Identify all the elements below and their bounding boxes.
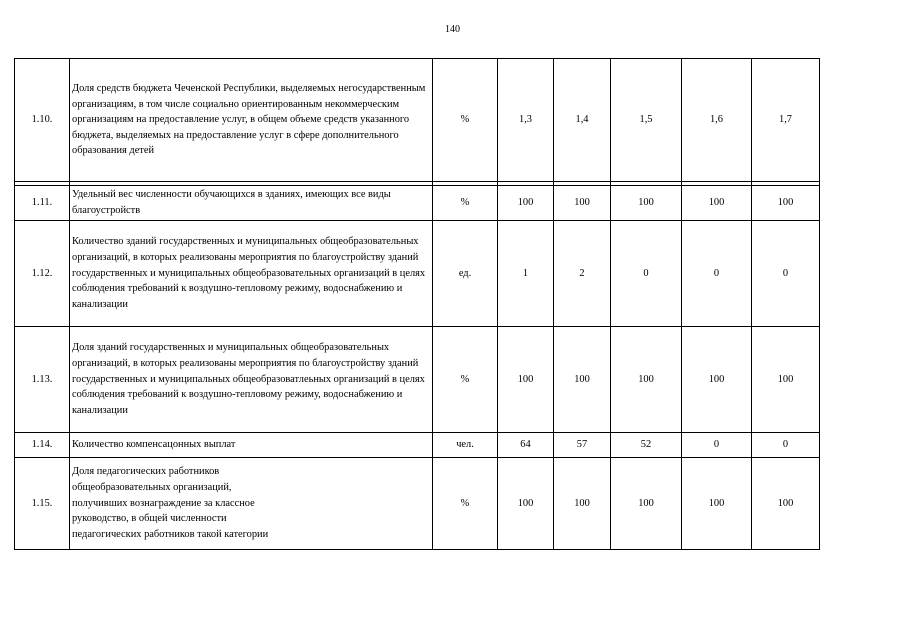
- row-value-1: 1,3: [498, 59, 554, 182]
- row-description-line: Доля педагогических работников: [72, 466, 220, 478]
- row-value-3: 100: [611, 186, 682, 221]
- row-value-5: 0: [752, 221, 820, 327]
- row-number: 1.10.: [15, 59, 70, 182]
- row-description-line: общеобразовательных организаций,: [72, 482, 232, 494]
- row-description-line: получивших вознаграждение за классное: [72, 497, 255, 509]
- row-value-5: 0: [752, 433, 820, 458]
- row-value-3: 100: [611, 327, 682, 433]
- row-value-1: 100: [498, 186, 554, 221]
- row-value-3: 1,5: [611, 59, 682, 182]
- row-number: 1.15.: [15, 458, 70, 550]
- row-value-4: 100: [682, 186, 752, 221]
- row-value-2: 57: [554, 433, 611, 458]
- row-unit: %: [433, 59, 498, 182]
- row-number: 1.11.: [15, 186, 70, 221]
- row-description-line: педагогических работников такой категории: [72, 528, 269, 540]
- row-unit: %: [433, 327, 498, 433]
- row-value-4: 100: [682, 327, 752, 433]
- row-value-1: 100: [498, 458, 554, 550]
- row-description: Количество компенсацонных выплат: [70, 433, 433, 458]
- row-description-line: руководство, в общей численности: [72, 513, 227, 525]
- table-row: [15, 327, 820, 433]
- row-value-5: 100: [752, 327, 820, 433]
- row-description: Доля средств бюджета Чеченской Республики, выделяемых негосударственным организациям, в том числе социально ориентированным некоммерческим организациям на предоставление услуг, в общем объеме средств указанного бюджета, выделяемых на предоставление услуг в сфере дополнительного образования детей: [70, 59, 433, 182]
- row-value-2: 100: [554, 186, 611, 221]
- page-number: 140: [445, 24, 460, 35]
- row-value-4: 0: [682, 221, 752, 327]
- row-number: 1.14.: [15, 433, 70, 458]
- table-row: [15, 433, 820, 458]
- row-description: Количество зданий государственных и муниципальных общеобразовательных организаций, в которых реализованы мероприятия по благоустройству зданий государственных и муниципальных общеобразовательных организаций в целях соблюдения требований к воздушно-тепловому режиму, водоснабжению и канализации: [70, 221, 433, 327]
- row-value-1: 64: [498, 433, 554, 458]
- row-value-5: 1,7: [752, 59, 820, 182]
- row-value-4: 0: [682, 433, 752, 458]
- row-description: Удельный вес численности обучающихся в зданиях, имеющих все виды благоустройств: [70, 186, 433, 221]
- row-unit: %: [433, 186, 498, 221]
- row-unit: ед.: [433, 221, 498, 327]
- row-value-5: 100: [752, 458, 820, 550]
- table-row: [15, 221, 820, 327]
- row-value-1: 100: [498, 327, 554, 433]
- row-number: 1.12.: [15, 221, 70, 327]
- table-row: [15, 59, 820, 182]
- row-unit: чел.: [433, 433, 498, 458]
- indicators-table: [14, 58, 820, 550]
- table-row: [15, 458, 820, 550]
- row-value-2: 100: [554, 327, 611, 433]
- row-description: Доля зданий государственных и муниципальных общеобразовательных организаций, в которых реализованы мероприятия по благоустройству зданий государственных и муниципальных общеобразоватлеьных организаций в целях соблюдения требований к воздушно-тепловому режиму, водоснабжению и канализации: [70, 327, 433, 433]
- row-value-5: 100: [752, 186, 820, 221]
- row-value-2: 2: [554, 221, 611, 327]
- row-value-1: 1: [498, 221, 554, 327]
- row-value-4: 1,6: [682, 59, 752, 182]
- row-unit: %: [433, 458, 498, 550]
- table-row: [15, 186, 820, 221]
- row-value-3: 0: [611, 221, 682, 327]
- row-value-2: 1,4: [554, 59, 611, 182]
- row-number: 1.13.: [15, 327, 70, 433]
- row-description: [70, 458, 433, 550]
- row-value-2: 100: [554, 458, 611, 550]
- row-value-3: 100: [611, 458, 682, 550]
- row-value-4: 100: [682, 458, 752, 550]
- row-value-3: 52: [611, 433, 682, 458]
